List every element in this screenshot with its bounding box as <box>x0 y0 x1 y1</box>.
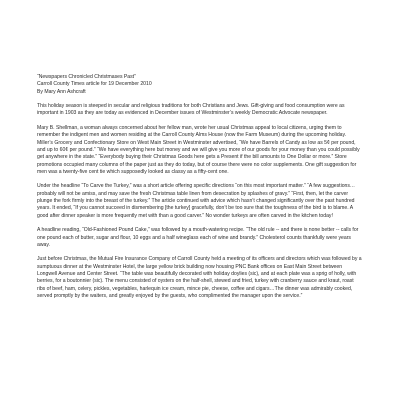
article-header <box>37 74 362 96</box>
publication-line: Carroll County Times article for 19 December 2010 <box>37 81 152 88</box>
paragraph-turkey: Under the headline “To Carve the Turkey,” was a short article offering specific directions “on this most important matter.” “A few suggestions…probably will not be amiss, and may save the fresh Christmas table linen from desecration by splashes of gravy.” “First, then, let the carver plunge the fork firmly into the breast of the turkey.” The article continued with advice which hasn’t changed significantly over the past hundred years. It ended, “If you cannot succeed in dismembering [the turkey] gracefully, don’t be too sure that the toughness of the bird is to blame. A good after dinner speaker is more frequently met with than a good carver.” No wonder turkeys are often carved in the kitchen today! <box>37 183 356 219</box>
paragraph-pound-cake: A headline reading, “Old-Fashioned Pound Cake,” was followed by a mouth-watering recipe. “The old rule -- and there is none better -- calls for one pound each of butter, sugar and flour, 10 eggs and a half wineglass each of wine and brandy.” Cholesterol counts thankfully were years away. <box>37 227 359 248</box>
paragraph-shellman: Mary B. Shellman, a woman always concerned about her fellow man, wrote her usual Christmas appeal to local citizens, urging them to remember the indigent men and women residing at the Carroll County Alms House (now the Farm Museum) during the upcoming holiday. Miller’s Grocery and Confectionary Store on West Main Street in Westminster advertised, “We have Barrels of Candy as low as 5¢ per pound, and up to 60¢ per pound.” “We have everything here but money and we will give you more of our goods for your money than you could possibly get anywhere in the state.” “Everybody buying their Christmas Goods here gets a Present if the bill amounts to One Dollar or more.” Store promotions occupied many columns of the paper just as they do today, but of course there were no color supplements. One gift suggestion for men was a twenty-five cent tie which supposedly looked as classy as a fifty-cent one. <box>37 125 360 175</box>
paragraph-intro: This holiday season is steeped in secular and religious traditions for both Christians and Jews. Gift-giving and food consumption were as important in 1903 as they are today as evidenced in December issues of Westminster’s weekly Democratic Advocate newspaper. <box>37 103 345 117</box>
paragraph-insurance-dinner: Just before Christmas, the Mutual Fire Insurance Company of Carroll County held a meeting of its officers and directors which was followed by a sumptuous dinner at the Westminster Hotel, the large yellow brick building now housing PNC Bank offices on East Main Street between Longwell Avenue and Center Street. “The table was beautifully decorated with holiday doylies (sic), and at each plate was a sprig of holly, with berries, for a boutonnier (sic). The menu consisted of oysters on the half-shell, stewed and fried, turkey with cranberry sauce and kraut, roast ribs of beef, ham, celery, pickles, vegetables, harlequin ice cream, mince pie, cheese, coffee and cigars…The dinner was admirably cooked, served promptly by the waiters, and greatly enjoyed by the guests, who complimented the manager upon the service.” <box>37 256 362 299</box>
article-title: “Newspapers Chronicled Christmases Past” <box>37 74 136 80</box>
article-body <box>37 74 362 300</box>
byline: By Mary Ann Ashcraft <box>37 88 86 95</box>
